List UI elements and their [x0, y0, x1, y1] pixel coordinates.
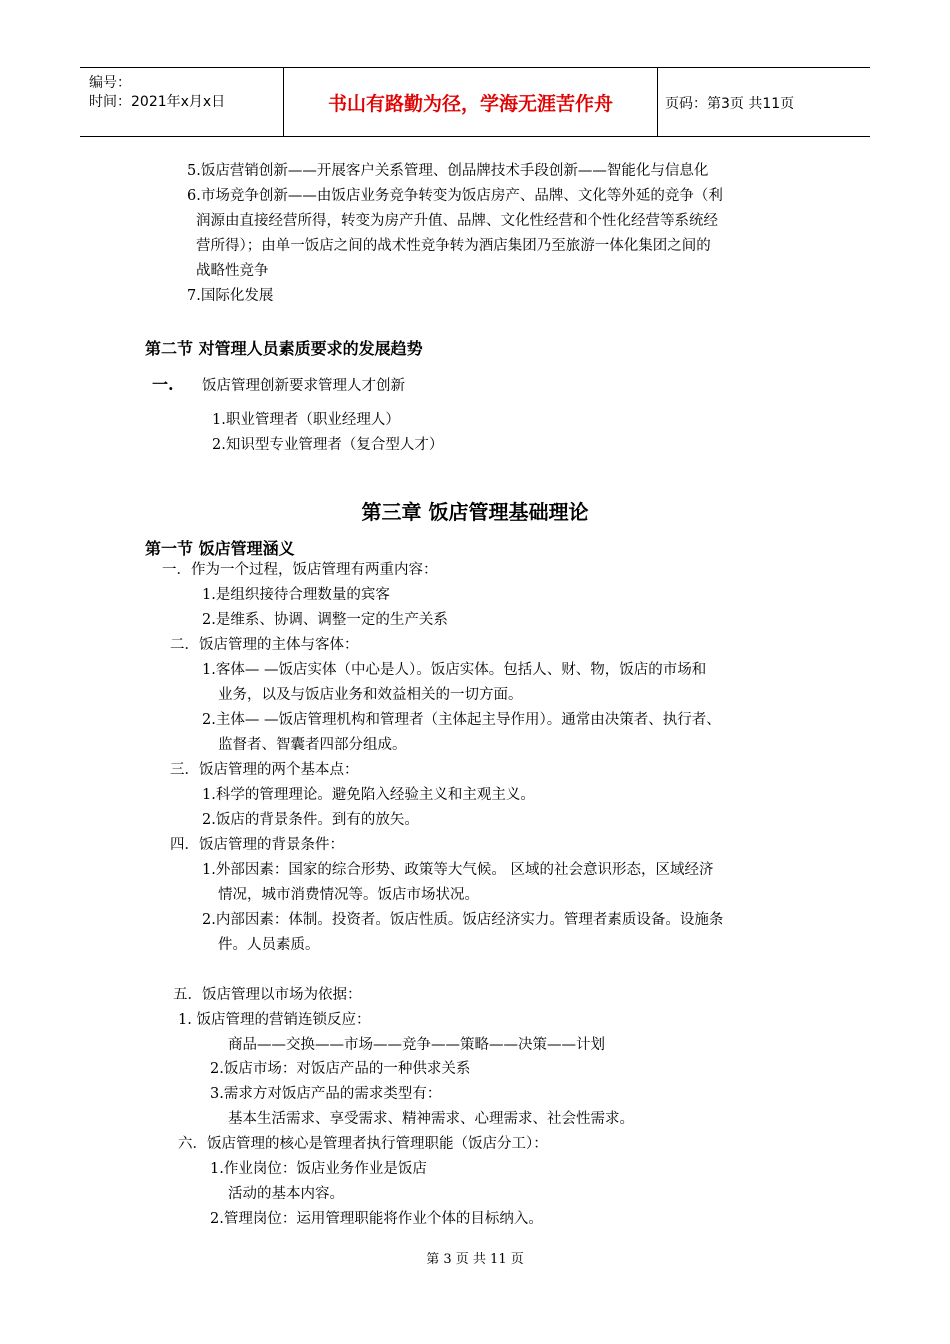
text-line: 2.内部因素：体制。投资者。饭店性质。饭店经济实力。管理者素质设备。设施条	[202, 912, 724, 928]
section-heading: 第一节 饭店管理涵义	[145, 539, 295, 558]
text-line: 2.饭店的背景条件。到有的放矢。	[202, 812, 419, 828]
section-heading: 第二节 对管理人员素质要求的发展趋势	[145, 339, 423, 358]
text-line: 2.是维系、协调、调整一定的生产关系	[202, 612, 448, 628]
header-date: 时间：2021年x月x日	[89, 94, 226, 110]
list-number: 一.	[152, 375, 174, 394]
text-line: 1.是组织接待合理数量的宾客	[202, 587, 390, 603]
text-line: 情况，城市消费情况等。饭店市场状况。	[218, 887, 479, 903]
text-line: 六．饭店管理的核心是管理者执行管理职能（饭店分工）：	[178, 1136, 548, 1152]
header-id-label: 编号：	[89, 75, 131, 91]
text-line: 2.主体— —饭店管理机构和管理者（主体起主导作用）。通常由决策者、执行者、	[202, 712, 721, 728]
text-line: 6.市场竞争创新——由饭店业务竞争转变为饭店房产、品牌、文化等外延的竞争（利	[187, 188, 723, 204]
text-line: 2.知识型专业管理者（复合型人才）	[212, 437, 444, 453]
page-footer: 第 3 页 共 11 页	[426, 1252, 524, 1267]
text-line: 2.饭店市场：对饭店产品的一种供求关系	[210, 1061, 471, 1077]
text-line: 三．饭店管理的两个基本点：	[170, 762, 359, 778]
text-line: 一．作为一个过程，饭店管理有两重内容：	[162, 562, 438, 578]
text-line: 1.客体— —饭店实体（中心是人）。饭店实体。包括人、财、物，饭店的市场和	[202, 662, 707, 678]
chapter-title: 第三章 饭店管理基础理论	[361, 500, 589, 524]
text-line: 五．饭店管理以市场为依据：	[173, 987, 362, 1003]
text-line: 1.作业岗位：饭店业务作业是饭店	[210, 1161, 427, 1177]
text-line: 营所得）；由单一饭店之间的战术性竞争转为酒店集团乃至旅游一体化集团之间的	[196, 238, 711, 254]
header-left-cell	[80, 68, 283, 136]
text-line: 商品——交换——市场——竞争——策略——决策——计划	[228, 1037, 605, 1053]
header-motto: 书山有路勤为径，学海无涯苦作舟	[283, 68, 658, 136]
text-line: 7.国际化发展	[187, 288, 274, 304]
header-table	[80, 67, 870, 137]
text-line: 1.外部因素：国家的综合形势、政策等大气候。 区域的社会意识形态，区域经济	[202, 862, 714, 878]
text-line: 基本生活需求、享受需求、精神需求、心理需求、社会性需求。	[228, 1111, 634, 1127]
text-line: 监督者、智囊者四部分组成。	[218, 737, 407, 753]
text-line: 1.职业管理者（职业经理人）	[212, 412, 400, 428]
text-line: 战略性竞争	[196, 263, 269, 279]
text-line: 3.需求方对饭店产品的需求类型有：	[210, 1086, 442, 1102]
text-line: 饭店管理创新要求管理人才创新	[202, 378, 405, 394]
text-line: 2.管理岗位：运用管理职能将作业个体的目标纳入。	[210, 1211, 543, 1227]
text-line: 业务，以及与饭店业务和效益相关的一切方面。	[218, 687, 523, 703]
text-line: 润源由直接经营所得，转变为房产升值、品牌、文化性经营和个性化经营等系统经	[196, 213, 718, 229]
text-line: 活动的基本内容。	[228, 1186, 344, 1202]
text-line: 1. 饭店管理的营销连锁反应：	[178, 1012, 371, 1028]
text-line: 二．饭店管理的主体与客体：	[170, 637, 359, 653]
text-line: 四．饭店管理的背景条件：	[170, 837, 344, 853]
text-line: 件。人员素质。	[218, 937, 320, 953]
text-line: 1.科学的管理理论。避免陷入经验主义和主观主义。	[202, 787, 535, 803]
text-line: 5.饭店营销创新——开展客户关系管理、创品牌技术手段创新——智能化与信息化	[187, 163, 709, 179]
header-page-info: 页码：第3页 共11页	[665, 96, 795, 112]
